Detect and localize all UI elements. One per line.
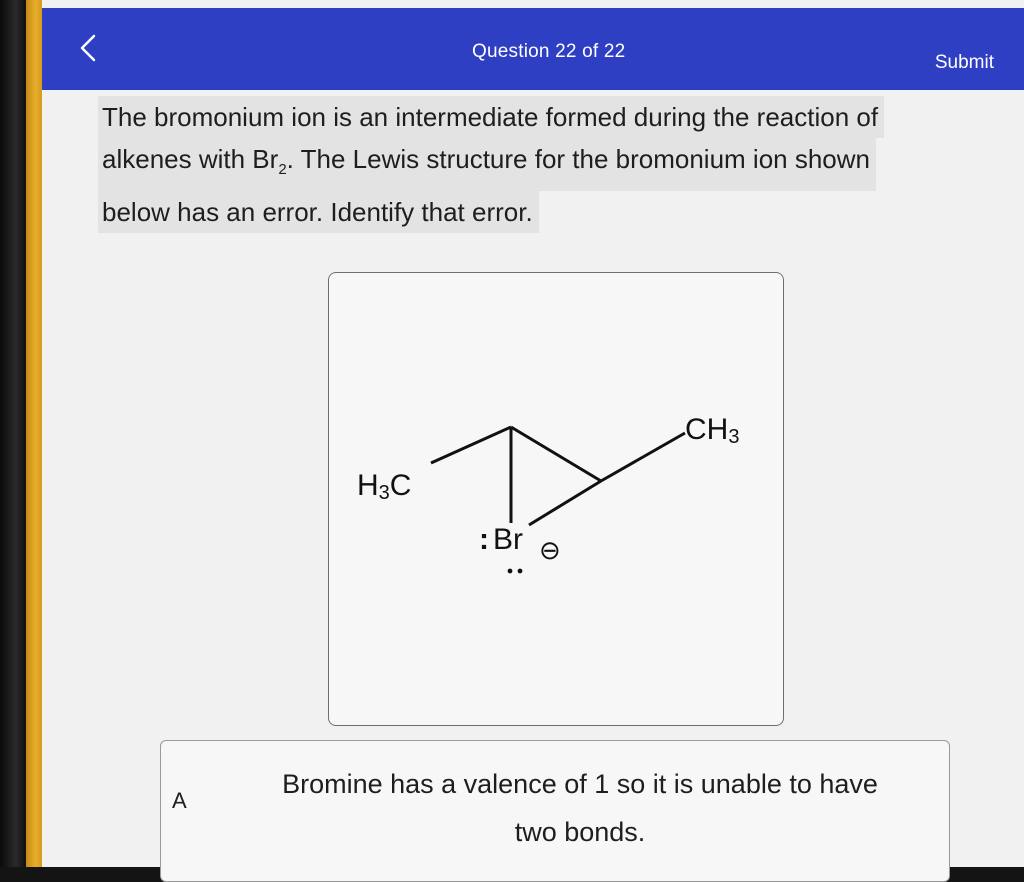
lewis-structure-panel	[328, 272, 784, 726]
h3c-subscript: 3	[378, 482, 390, 504]
question-line-1: The bromonium ion is an intermediate formed during the reaction of	[98, 96, 884, 138]
h3c-c: C	[389, 469, 412, 502]
device-bezel	[0, 0, 26, 867]
question-prompt	[98, 96, 998, 233]
choice-text-line-1: Bromine has a valence of 1 so it is unable to have	[282, 769, 878, 799]
bromine-label	[479, 523, 523, 557]
bromine-lone-pair-left: :	[479, 523, 489, 556]
bromine-symbol: Br	[493, 523, 523, 556]
question-line-2-subscript: 2	[278, 161, 287, 179]
question-line-2-start: alkenes with Br	[102, 144, 279, 174]
ch3-ch: CH	[685, 413, 729, 446]
question-line-2	[98, 138, 876, 191]
negative-charge-icon: ⊖	[539, 535, 561, 565]
choice-text-line-2: two bonds.	[514, 817, 646, 847]
lone-pair-dot	[518, 569, 523, 574]
ch3-group-label	[685, 413, 739, 449]
choice-text	[210, 760, 950, 856]
question-line-3: below has an error. Identify that error.	[98, 191, 539, 233]
back-button[interactable]	[70, 28, 110, 68]
question-counter: Question 22 of 22	[472, 41, 626, 62]
h3c-group-label	[357, 469, 411, 505]
bond-carbon-bromine-right	[529, 481, 601, 525]
top-bar	[42, 8, 1024, 90]
device-case-edge	[26, 0, 42, 867]
choice-letter: A	[172, 788, 187, 813]
h3c-h: H	[357, 469, 379, 502]
bond-carbon-ch3	[601, 433, 685, 481]
question-line-2-end: . The Lewis structure for the bromonium ion shown	[286, 144, 871, 174]
bond-h3c-carbon	[431, 427, 511, 463]
bond-carbon-carbon	[511, 427, 601, 481]
ch3-subscript: 3	[728, 426, 740, 448]
lone-pair-dot	[508, 569, 513, 574]
submit-button[interactable]: Submit	[934, 52, 994, 73]
chevron-left-icon	[70, 28, 110, 68]
